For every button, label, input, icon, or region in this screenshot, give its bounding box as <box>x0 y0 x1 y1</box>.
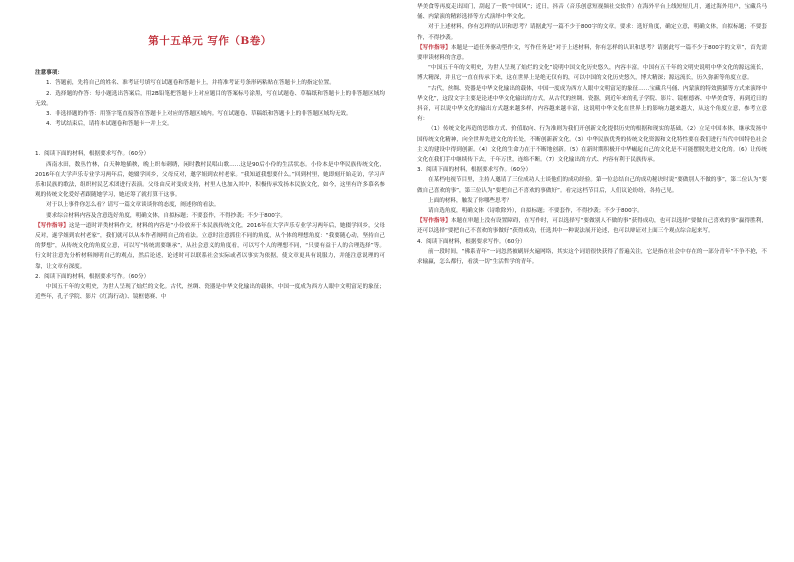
q3-material: 在某档电视节目里，主持人邀请了三位成功人士谈他们的成功经验。第一位总结自己的成功秘诀时说“要做别人不做的事”，第二位认为“要做自己喜欢的事”，第三位认为“要把自己不喜欢的事做好”。看完这档节目后，人们议论纷纷，各持己见。 <box>417 177 767 194</box>
q2-prompt: 对于上述材料，你有怎样的认识和思考？请据此写一篇不少于800字的文章。要求：选好角度，确定立意，明确文体，自拟标题；不要套作，不得抄袭。 <box>417 24 767 41</box>
q2-material-continued: 华美食等再度走出国门，刮起了一股“中国风”；近日，抖音（音乐创意短视频社交软件）在海外平台上线短短几月，通过海外用户，宝藏兵马俑、内蒙演的精彩选择等方式演绎中华文化。 <box>417 4 767 21</box>
q2-guide-label: 【写作指导】 <box>417 44 451 51</box>
notice-item-4: 4．考试结束后，请将本试题卷和答题卡一并上交。 <box>46 121 173 128</box>
q1-stem: 1．阅读下面的材料，根据要求写作。（60分） <box>35 151 150 158</box>
notice-item-2: 2．选择题的作答：每小题选出答案后，用2B铅笔把答题卡上对应题目的答案标号涂黑，写在试题卷、草稿纸和答题卡上的非答题区域均无效。 <box>35 90 385 107</box>
q3-prompt-1: 上面的材料，触发了你哪些思考？ <box>428 197 512 204</box>
q1-guide-label: 【写作指导】 <box>35 222 69 229</box>
q4-stem: 4．阅读下面材料，根据要求写作。（60分） <box>417 238 526 245</box>
q2-analysis-1: “中国五千年的文明史，为世人呈现了灿烂的文化”说明中国文化历史悠久，内容丰富。中国有五千年的文明史说明中华文化的源远流长，博大精深，并且它一直在传承下来，这在世界上是绝无仅有的，可以中国的文化历史悠久，博大精深；源远流长，历久弥新等角度立意。 <box>417 65 767 82</box>
notice-heading: 注意事项： <box>35 70 63 77</box>
notice-item-3: 3．非选择题的作答：用签字笔直接答在答题卡上对应的答题区域内。写在试题卷、草稿纸和答题卡上的非答题区域均无效。 <box>46 111 352 118</box>
q2-material: 中国五千年的文明史，为世人呈现了灿烂的文化。古代，丝绸、瓷器是中华文化输出的载体，中国一度成为西方人眼中文明富足的象征；近些年，孔子学院、影片《红海行动》、镜框德赛、中 <box>35 284 385 301</box>
q1-prompt-2: 要求综合材料内容及含意选好角度，明确文体，自拟标题；不要套作，不得抄袭；不少于800字。 <box>46 212 287 219</box>
notice-item-1: 1．答题前，先将自己的姓名、准考证号填写在试题卷和答题卡上，并将准考证号条形码粘贴在答题卡上的指定位置。 <box>46 80 335 87</box>
q1-material: 西南水田，数丛竹林，白天种地插秧，晚上织布刺绣，闲时教村民唱山歌……这是90后小伶的生活状态。小伶本是中华民族传统文化，2016年在大学声乐专业学习两年后，她辍学回乡，父母反对，邀学姐到农村老家。“我知道我想要什么。”回到村里，她即刻开始走访，学习声乐和民族的歌法，组织村民艺术团进行表演。父母由反对变成支持，村里人也加入其中，积极传承发扬本民族文化，如今，这里有许多慕名参观的传统文化爱好者跟随她学习，她还筹了就打算干这事。 <box>35 161 385 199</box>
q1-guide-text: 这是一道时评类材料作文，材料的内容是“小伶放弃于本民族传统文化，2016年在大学声乐专业学习两年后，她辍学回乡，父母反对，遂学姐到农村老家”，我们就可以从本作者阐明自己的看法。立意时注意抓住不同的角度，从个体的理想角度：“我要随心动，坚持自己的梦想”，从传统文化的角度立意，可以写“传统需要继承”，从社会意义的角度看，可以写个人的理想不同，“只要有益于人的合理选择”等。行文时注意先分析材料阐明自己的观点，然后论述，论述时可以联系社会实际或者以事实为依据，使文章更具有说服力，并能注意说理的可靠，让文章有深度。 <box>35 222 385 270</box>
q2-stem: 2．阅读下面的材料，根据要求写作。（60分） <box>35 273 150 280</box>
q1-guide <box>35 221 385 272</box>
q2-guide-text: 本题是一道任务驱动型作文，写作任务是“对于上述材料，你有怎样的认识和思考？请据此写一篇不少于800字的文章”，首先需要审读材料的含意。 <box>417 44 767 62</box>
q3-guide <box>417 216 767 236</box>
q3-stem: 3．阅读下面的材料，根据要求写作。（60分） <box>417 167 532 174</box>
right-column <box>417 0 767 267</box>
q2-analysis-2: “古代，丝绸、瓷器是中华文化输出的载体，中国一度成为西方人眼中文明富足的象征……宝藏兵马俑、内蒙演的特效熊猫等方式来演绎中华文化”，这段文字主要是论述中华文化输出的方式，从古代的丝绸、瓷器，到近年来的孔子学院、影片、镜框德赛、中华美食等，再到近日的抖音，可以说中华文化的输出方式越来越多样，内容越来越丰富，这说明中华文化在世界上的影响力越来越大，从这个角度立意，参考立意有： <box>417 85 767 123</box>
q3-guide-text: 本题在审题上没有设置障碍，在写作时，可以选择写“要做别人不做的事”获得成功，也可以选择“要做自己喜欢的事”赢得胜利，还可以选择“要把自己不喜欢的事做好”获得成功，任选其中一种说法展开论述，也可以辩证对上面三个观点综合起来写。 <box>417 218 767 235</box>
q4-material: 前一段时间，“佛系青年”一词忽然被刷屏火遍网络，其实这个词语很快获得了普遍关注，它是指在社会中存在的一部分青年“不争不抢，不求输赢，怎么都行，看淡一切”生活哲学的青年。 <box>417 248 767 266</box>
q1-prompt-1: 对于以上事件你怎么看？请写一篇文章谈谈你的态度，阐述你的看法。 <box>46 202 220 209</box>
page-title: 第十五单元 写作（B卷） <box>148 35 272 47</box>
q2-guide <box>417 43 767 63</box>
q2-ideas: （1）传统文化再造的思维方式、价值取向、行为准则为我们开创新文化提供历史的根据和现实的基础。（2）立足中国本体，继承发扬中国传统文化精神，向全世界先进文化的长处，不断创新新文化。（3）中华民族优秀的传统文化资源和文化特性要在我们进行当代中国特色社会主义的建设中得到创新。（4）文化的生命力在于不断地创新。（5）在新时期积极开中华崛起自己的文化是不可能摆脱先进文化的。（6）让传统文化在我们手中继续传下去，千年万世，连绵不断。（7）文化输出的方式、内容有利于民族传承。 <box>417 126 767 164</box>
q3-guide-label: 【写作指导】 <box>417 218 451 225</box>
section-gap <box>35 129 385 149</box>
q3-prompt-2: 请自选角度，明确文体（诗歌除外），自拟标题；不要套作，不得抄袭；不少于800字。 <box>428 208 643 215</box>
left-column <box>35 0 385 302</box>
